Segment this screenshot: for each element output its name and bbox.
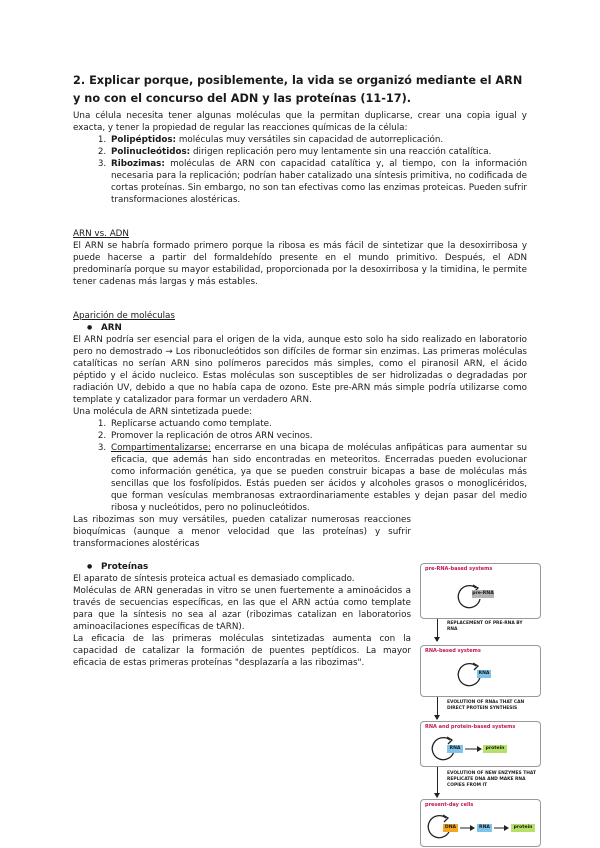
down-arrow-icon — [437, 697, 438, 719]
box-label: pre-RNA-based systems — [425, 566, 493, 572]
step-caption: EVOLUTION OF RNAs THAT CAN DIRECT PROTEIN SYNTHESIS — [447, 700, 525, 711]
dna-chip: DNA — [444, 825, 457, 830]
section-heading-aparicion: Aparición de moléculas — [73, 311, 175, 321]
list-item: 3. Ribozimas: moléculas de ARN con capacidad catalítica y, al tiempo, con la información necesaria para la replicación; podrían haber catalizado una síntesis primitiva, no codificada de cortas proteínas. Sin embargo, no son tan efectivas como las enzimas proteicas. Pueden sufrir transformaciones alostéricas. — [109, 158, 527, 206]
bullet-proteinas: ● Proteínas — [101, 561, 527, 573]
section-heading-arn-vs-adn: ARN vs. ADN — [73, 229, 129, 239]
protein-chip: protein — [511, 824, 535, 832]
step-caption: EVOLUTION OF NEW ENZYMES THAT REPLICATE DNA AND MAKE RNA COPIES FROM IT — [447, 771, 536, 788]
right-arrow-icon — [460, 825, 476, 831]
list-item: 1. Polipéptidos: moléculas muy versátiles sin capacidad de autorreplicación. — [109, 134, 527, 146]
rna-protein-systems-box — [420, 721, 541, 767]
list-item: 2. Polinucleótidos: dirigen replicación pero muy lentamente sin una reacción catalítica. — [109, 146, 527, 158]
list-item: 2. Promover la replicación de otros ARN vecinos. — [109, 430, 527, 442]
box-label: present-day cells — [425, 802, 474, 808]
proteinas-paragraph: El aparato de síntesis proteica actual es demasiado complicado. — [73, 574, 355, 584]
present-day-cells-box — [420, 799, 541, 847]
down-arrow-icon — [437, 767, 438, 797]
bullet-list — [73, 322, 527, 334]
right-arrow-icon — [494, 825, 510, 831]
protein-chip: protein — [483, 745, 507, 753]
arn-can-paragraph: Una molécula de ARN sintetizada puede: — [73, 407, 253, 417]
rna-chip: RNA — [478, 671, 490, 676]
down-arrow-icon — [437, 619, 438, 641]
pre-rna-systems-box — [420, 563, 541, 619]
arn-vs-adn-paragraph: El ARN se habría formado primero porque la ribosa es más fácil de sintetizar que la desoxirribosa y puede hacerse a partir del formaldehído presente en el mundo primitivo. Después, el ADN predominaría porque su mayor estabilidad, proporcionada por la desoxirribosa y la timidina, le permite tener cadenas más largas y más estables. — [73, 241, 527, 287]
rna-chip: RNA — [447, 745, 463, 753]
ribozimas-paragraph: Las ribozimas son muy versátiles, pueden catalizar numerosas reacciones bioquímicas (aunque a menor velocidad que las proteínas) y sufrir transformaciones alostéricas — [73, 515, 411, 549]
arn-paragraph: El ARN podría ser esencial para el origen de la vida, aunque esto solo ha sido realizado en laboratorio pero no demostrado → Los ribonucleótidos son difíciles de formar sin enzimas. Las primeras moléculas catalíticas no serían ARN sino polímeros parecidos más simples, como el piranosil ARN, el ácido péptido y el ácido nucleico. Estas moléculas son susceptibles de ser hidrolizadas o degradadas por radiación UV, debido a que no había capa de ozono. Este pre-ARN más simple podría utilizarse como template y catalizador para formar un verdadero ARN. — [73, 335, 527, 405]
proteinas-paragraph-2: Moléculas de ARN generadas in vitro se unen fuertemente a aminoácidos a través de secuencias específicas, en las que el ARN actúa como template para que la síntesis no sea al azar (ribozimas catalizan en laboratorios aminoacilaciones específicas de tARN). — [73, 586, 411, 632]
box-label: RNA and protein-based systems — [425, 724, 516, 730]
list-item: 3. Compartimentalizarse: encerrarse en una bicapa de moléculas anfipáticas para aumentar su eficacia, que además han sido encontradas en meteoritos. Encerradas pueden evolucionar como información genética, ya que se pueden construir bicapas a base de moléculas más sencillas que los fosfolípidos. Estás pueden ser ácidos y alcoholes grasos o monoglicéridos, que forman vesículas membranosas extraordinariamente estables y dejan pasar del medio ribosa y nucleótidos, pero no polinucleótidos. — [109, 442, 527, 514]
proteinas-paragraph-3: La eficacia de las primeras moléculas sintetizadas aumenta con la capacidad de catalizar la formación de puentes peptídicos. La mayor eficacia de estas primeras proteínas "desplazaría a las ribozimas". — [73, 634, 411, 668]
step-caption: REPLACEMENT OF PRE-RNA BY RNA — [447, 621, 523, 632]
rna-abilities-list — [73, 418, 527, 514]
rna-systems-box — [420, 645, 541, 697]
pre-rna-chip: pre-RNA — [472, 591, 494, 596]
rna-world-diagram — [420, 561, 540, 848]
list-item: 1. Replicarse actuando como template. — [109, 418, 527, 430]
molecule-list — [73, 134, 527, 206]
question-title: 2. Explicar porque, posiblemente, la vida se organizó mediante el ARN y no con el concurso del ADN y las proteínas (11-17). — [73, 74, 523, 105]
intro-paragraph: Una célula necesita tener algunas moléculas que la permitan duplicarse, crear una copia igual y exacta, y tener la propiedad de regular las reacciones químicas de la célula: — [73, 111, 527, 133]
bullet-arn: ● ARN — [101, 322, 527, 334]
right-arrow-icon — [465, 746, 483, 752]
box-label: RNA-based systems — [425, 648, 481, 654]
rna-chip: RNA — [477, 824, 492, 832]
